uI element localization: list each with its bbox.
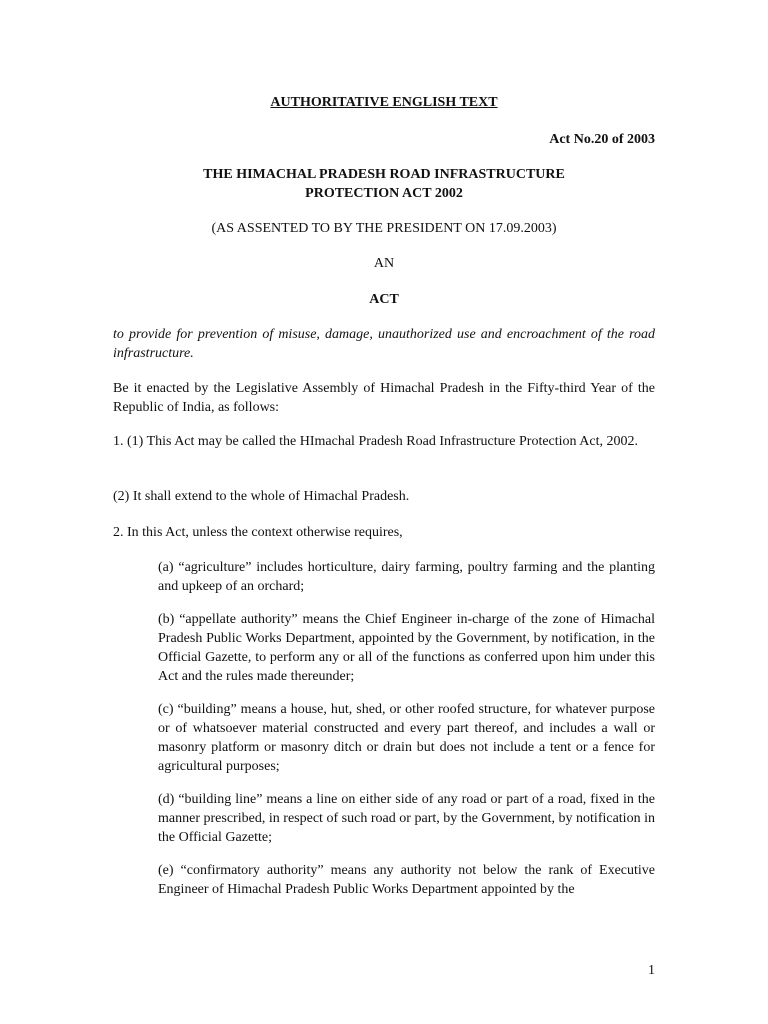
act-number: Act No.20 of 2003	[549, 132, 655, 147]
act-word: ACT	[369, 292, 399, 307]
act-title-line-2: PROTECTION ACT 2002	[305, 186, 463, 201]
document-heading: AUTHORITATIVE ENGLISH TEXT	[270, 95, 498, 110]
definition-a: (a) “agriculture” includes horticulture, dairy farming, poultry farming and the planting and upkeep of an orchard;	[158, 560, 655, 594]
preamble: to provide for prevention of misuse, damage, unauthorized use and encroachment of the road infrastructure.	[113, 327, 655, 361]
enactment-clause: Be it enacted by the Legislative Assembly of Himachal Pradesh in the Fifty-third Year of the Republic of India, as follows:	[113, 381, 655, 415]
an-line: AN	[373, 256, 395, 271]
page-number: 1	[648, 963, 655, 978]
act-title-line-1: THE HIMACHAL PRADESH ROAD INFRASTRUCTURE	[203, 167, 565, 182]
section-1-2: (2) It shall extend to the whole of Himachal Pradesh.	[113, 489, 410, 504]
assent-line: (AS ASSENTED TO BY THE PRESIDENT ON 17.09.2003)	[211, 221, 557, 236]
definition-b: (b) “appellate authority” means the Chief Engineer in-charge of the zone of Himachal Pradesh Public Works Department, appointed by the Government, by notification, in the Official Gazette, to perform any or all of the functions as conferred upon him under this Act and the rules made thereunder;	[158, 612, 655, 684]
definition-d: (d) “building line” means a line on either side of any road or part of a road, fixed in the manner prescribed, in respect of such road or part, by the Government, by notification in the Official Gazette;	[158, 792, 655, 845]
definition-e: (e) “confirmatory authority” means any authority not below the rank of Executive Engineer of Himachal Pradesh Public Works Department appointed by the	[158, 863, 655, 897]
section-1-1: 1. (1) This Act may be called the HImachal Pradesh Road Infrastructure Protection Act, 2002.	[113, 434, 638, 449]
section-2-intro: 2. In this Act, unless the context otherwise requires,	[113, 525, 403, 540]
definition-c: (c) “building” means a house, hut, shed, or other roofed structure, for whatever purpose or of whatsoever material constructed and every part thereof, and includes a wall or masonry platform or masonry ditch or drain but does not include a tent or a fence for agricultural purposes;	[158, 702, 655, 774]
